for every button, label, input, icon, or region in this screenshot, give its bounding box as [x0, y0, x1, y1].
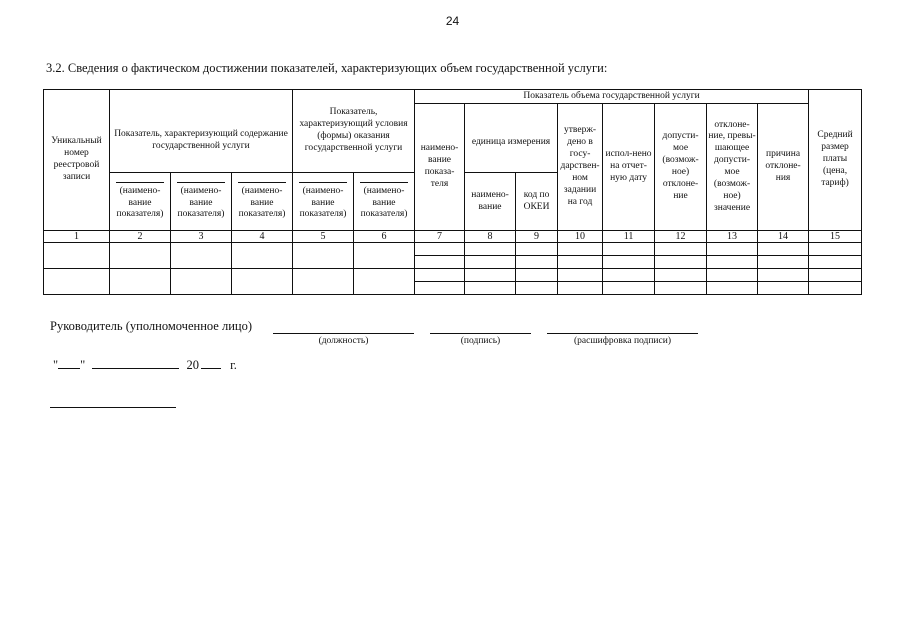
column-number: 6 — [354, 231, 415, 243]
column-number-row — [44, 231, 862, 243]
table-cell — [758, 243, 809, 256]
table-cell — [44, 243, 110, 269]
sub-indicator-cell: (наимено-вание показателя) — [232, 173, 293, 231]
header-deviation-reason: причина отклоне-ния — [758, 104, 809, 231]
header-exceeding-deviation: отклоне-ние, превы-шающее допусти-мое (возмож-ное) значение — [707, 104, 758, 231]
column-number: 11 — [603, 231, 655, 243]
column-number: 9 — [516, 231, 558, 243]
sub-indicator-cell: (наимено-вание показателя) — [110, 173, 171, 231]
table-cell — [758, 256, 809, 269]
table-cell — [655, 243, 707, 256]
column-number: 7 — [415, 231, 465, 243]
year-suffix: г. — [230, 358, 237, 372]
month-blank[interactable] — [92, 356, 179, 369]
header-volume-indicator: Показатель объема государственной услуги — [415, 90, 809, 104]
table-cell — [171, 269, 232, 295]
table-cell — [415, 243, 465, 256]
table-cell — [809, 256, 862, 269]
footnote-separator — [50, 407, 176, 408]
column-number: 4 — [232, 231, 293, 243]
table-cell — [465, 269, 516, 282]
table-cell — [516, 282, 558, 295]
page-number: 24 — [445, 14, 460, 28]
header-indicator-name: наимено-вание показа-теля — [415, 104, 465, 231]
date-line — [53, 356, 237, 373]
column-number: 14 — [758, 231, 809, 243]
table-cell — [465, 256, 516, 269]
position-signature-line[interactable] — [273, 333, 414, 334]
table-cell — [603, 269, 655, 282]
table-cell — [603, 256, 655, 269]
sub-indicator-cell: (наимено-вание показателя) — [171, 173, 232, 231]
table-cell — [707, 243, 758, 256]
sub-indicator-cell: (наимено-вание показателя) — [293, 173, 354, 231]
table-cell — [655, 256, 707, 269]
header-approved: утверж-дено в госу-дарствен-ном задании на год — [558, 104, 603, 231]
name-caption: (расшифровка подписи) — [574, 336, 671, 346]
table-cell — [707, 282, 758, 295]
table-cell — [232, 269, 293, 295]
header-unique-number: Уникальный номер реестровой записи — [44, 90, 110, 231]
year-prefix: 20 — [186, 358, 199, 372]
table-cell — [758, 282, 809, 295]
blank-underline — [299, 182, 347, 183]
table-cell — [558, 243, 603, 256]
table-cell — [293, 269, 354, 295]
header-conditions-indicator: Показатель, характеризующий условия (формы) оказания государственной услуги — [293, 90, 415, 173]
header-unit: единица измерения — [465, 104, 558, 173]
header-okei-code: код по ОКЕИ — [516, 173, 558, 231]
table-cell — [516, 243, 558, 256]
table-cell — [415, 269, 465, 282]
column-number: 13 — [707, 231, 758, 243]
table-cell — [110, 269, 171, 295]
table-cell — [603, 243, 655, 256]
table-cell — [415, 256, 465, 269]
sub-indicator-cell: (наимено-вание показателя) — [354, 173, 415, 231]
blank-underline — [238, 182, 286, 183]
table-row — [44, 269, 862, 282]
open-quote: " — [53, 358, 59, 372]
table-cell — [110, 243, 171, 269]
column-number: 2 — [110, 231, 171, 243]
table-cell — [809, 269, 862, 282]
table-cell — [603, 282, 655, 295]
table-cell — [465, 243, 516, 256]
table-cell — [655, 282, 707, 295]
table-cell — [516, 256, 558, 269]
column-number: 15 — [809, 231, 862, 243]
table-cell — [354, 269, 415, 295]
blank-underline — [116, 182, 164, 183]
column-number: 3 — [171, 231, 232, 243]
name-signature-line[interactable] — [547, 333, 698, 334]
year-blank[interactable] — [201, 356, 221, 369]
column-number: 12 — [655, 231, 707, 243]
column-number: 10 — [558, 231, 603, 243]
column-number: 8 — [465, 231, 516, 243]
blank-underline — [177, 182, 225, 183]
table-cell — [655, 269, 707, 282]
column-number: 5 — [293, 231, 354, 243]
day-blank[interactable] — [58, 356, 80, 369]
close-quote: " — [80, 358, 86, 372]
table-cell — [171, 243, 232, 269]
table-cell — [558, 269, 603, 282]
table-cell — [558, 256, 603, 269]
blank-underline — [360, 182, 408, 183]
table-cell — [465, 282, 516, 295]
signature-line[interactable] — [430, 333, 531, 334]
position-caption: (должность) — [318, 336, 369, 346]
column-number: 1 — [44, 231, 110, 243]
table-cell — [44, 269, 110, 295]
table-cell — [558, 282, 603, 295]
table-cell — [415, 282, 465, 295]
header-avg-fee: Средний размер платы (цена, тариф) — [809, 90, 862, 231]
volume-indicators-table — [43, 89, 862, 295]
header-content-indicator: Показатель, характеризующий содержание государственной услуги — [110, 90, 293, 173]
header-unit-name: наимено-вание — [465, 173, 516, 231]
table-cell — [232, 243, 293, 269]
table-row — [44, 243, 862, 256]
table-cell — [707, 269, 758, 282]
table-cell — [516, 269, 558, 282]
table-cell — [293, 243, 354, 269]
section-title: 3.2. Сведения о фактическом достижении показателей, характеризующих объем государственной услуги: — [46, 61, 608, 75]
table-cell — [758, 269, 809, 282]
table-cell — [707, 256, 758, 269]
header-executed: испол-нено на отчет-ную дату — [603, 104, 655, 231]
header-allowed-deviation: допусти-мое (возмож-ное) отклоне-ние — [655, 104, 707, 231]
table-cell — [809, 282, 862, 295]
signature-caption: (подпись) — [460, 336, 501, 346]
table-cell — [809, 243, 862, 256]
signature-label: Руководитель (уполномоченное лицо) — [50, 319, 253, 333]
table-cell — [354, 243, 415, 269]
